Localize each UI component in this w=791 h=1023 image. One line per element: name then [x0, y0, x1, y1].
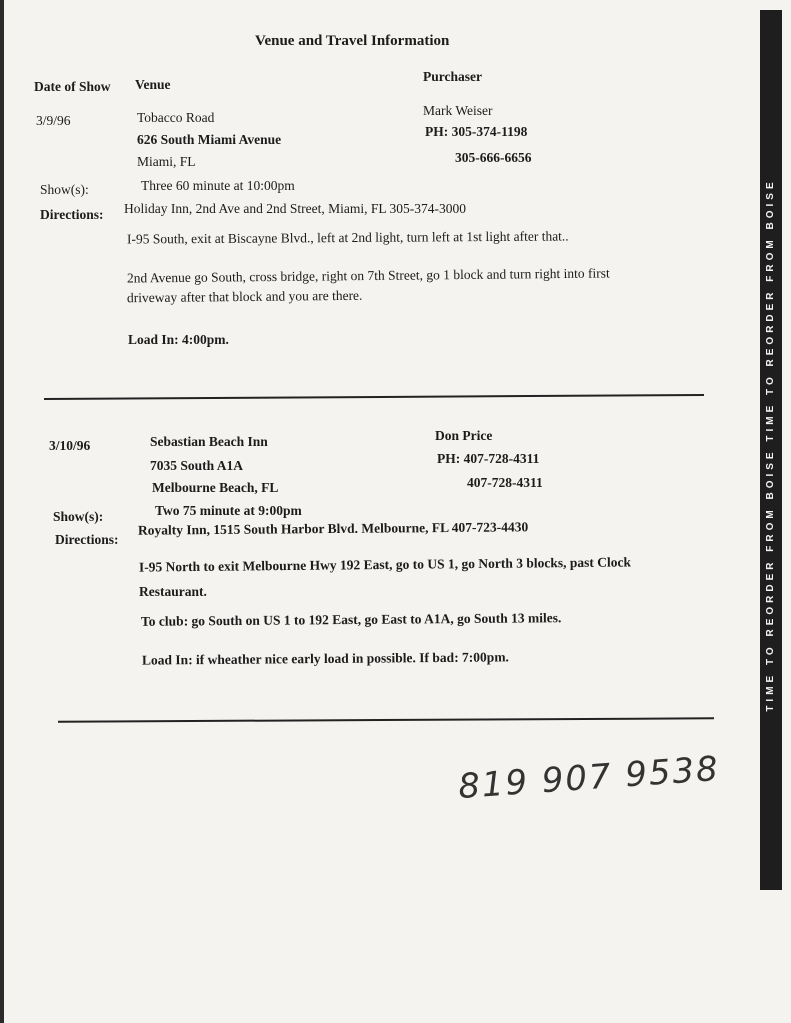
scan-edge: [0, 0, 4, 1023]
show1-phone2: 305-666-6656: [455, 150, 532, 165]
show2-direction-line1b: Restaurant.: [139, 584, 207, 599]
show1-shows-value: Three 60 minute at 10:00pm: [141, 178, 295, 193]
show1-directions-label: Directions:: [40, 207, 104, 222]
show1-shows-label: Show(s):: [40, 182, 89, 197]
show1-purchaser-name: Mark Weiser: [423, 103, 493, 118]
show2-venue-name: Sebastian Beach Inn: [150, 434, 268, 449]
show1-load-in: Load In: 4:00pm.: [128, 332, 229, 347]
show1-phone1: PH: 305-374-1198: [425, 124, 528, 139]
show2-directions-label: Directions:: [55, 532, 119, 547]
section-divider-2: [58, 717, 714, 722]
header-venue: Venue: [135, 77, 171, 92]
header-date: Date of Show: [34, 79, 111, 94]
show2-shows-label: Show(s):: [53, 509, 104, 524]
show1-venue-name: Tobacco Road: [137, 110, 215, 125]
show1-direction-line1: I-95 South, exit at Biscayne Blvd., left at 2nd light, turn left at 1st light after that..: [126, 228, 569, 247]
show2-direction-line1a: I-95 North to exit Melbourne Hwy 192 East, go to US 1, go North 3 blocks, past Clock: [138, 554, 632, 575]
section-divider-1: [44, 394, 704, 400]
show2-direction-line2: To club: go South on US 1 to 192 East, go East to A1A, go South 13 miles.: [140, 610, 562, 629]
page-title: Venue and Travel Information: [255, 33, 450, 49]
show2-phone2: 407-728-4311: [467, 475, 543, 490]
show2-address1: 7035 South A1A: [150, 458, 244, 473]
show2-shows-value: Two 75 minute at 9:00pm: [155, 503, 302, 518]
show2-load-in: Load In: if wheather nice early load in possible. If bad: 7:00pm.: [141, 649, 509, 668]
header-purchaser: Purchaser: [423, 69, 482, 84]
show1-date: 3/9/96: [36, 113, 71, 128]
reorder-strip-text: TIME TO REORDER FROM BOISE TIME TO REORDER FROM BOISE: [765, 178, 776, 712]
show2-phone1: PH: 407-728-4311: [437, 451, 540, 466]
show2-address2: Melbourne Beach, FL: [152, 480, 279, 495]
show1-direction-line2a: 2nd Avenue go South, cross bridge, right on 7th Street, go 1 block and turn right into first: [126, 265, 610, 286]
show1-directions-value: Holiday Inn, 2nd Ave and 2nd Street, Miami, FL 305-374-3000: [124, 201, 466, 216]
handwritten-phone-number: 819 907 9538: [456, 748, 722, 808]
show1-address1: 626 South Miami Avenue: [137, 132, 282, 147]
show2-directions-value: Royalty Inn, 1515 South Harbor Blvd. Melbourne, FL 407-723-4430: [137, 519, 529, 538]
show2-date: 3/10/96: [49, 438, 91, 453]
show1-direction-line2b: driveway after that block and you are there.: [126, 287, 363, 306]
show1-address2: Miami, FL: [137, 154, 196, 169]
show2-purchaser-name: Don Price: [435, 428, 493, 443]
